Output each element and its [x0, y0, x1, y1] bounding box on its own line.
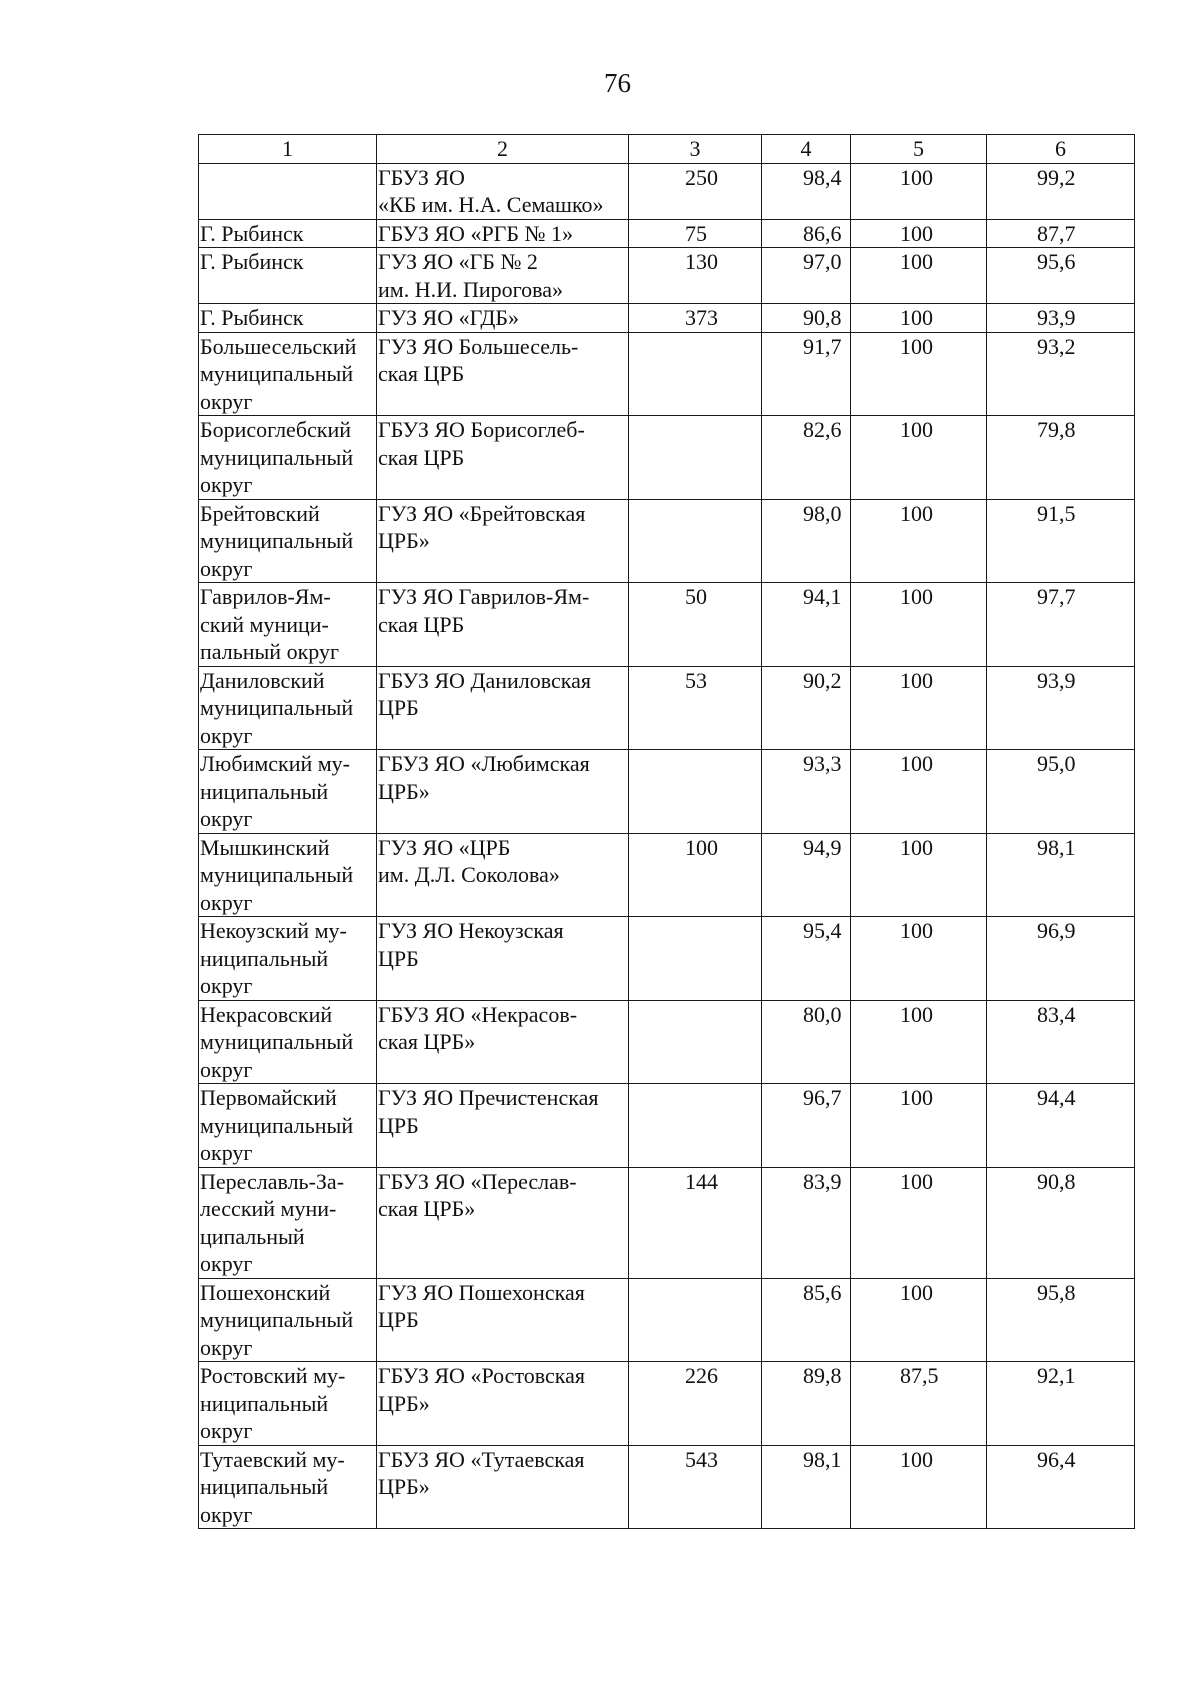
institution-cell: ГУЗ ЯО Некоузская ЦРБ	[377, 917, 629, 1001]
cell-value: 226	[685, 1363, 718, 1388]
col4-value-cell	[762, 917, 851, 1001]
municipality-cell: Брейтовский муниципальный округ	[199, 499, 377, 583]
institution-cell: ГБУЗ ЯО Даниловская ЦРБ	[377, 666, 629, 750]
cell-value: 94,9	[803, 834, 842, 860]
col6-value-cell	[987, 219, 1135, 248]
col4-value-cell	[762, 583, 851, 667]
table-row	[199, 248, 1135, 304]
col3-value-cell	[629, 1362, 762, 1446]
cell-value: 96,4	[1037, 1446, 1076, 1472]
institution-cell: ГБУЗ ЯО «Любимская ЦРБ»	[377, 750, 629, 834]
municipality-cell: Тутаевский му- ниципальный округ	[199, 1445, 377, 1529]
cell-value: 98,4	[803, 164, 842, 190]
cell-value: 100	[900, 1085, 933, 1110]
col6-value-cell	[987, 416, 1135, 500]
cell-value: 89,8	[803, 1363, 842, 1388]
cell-value: 80,0	[803, 1001, 842, 1027]
col6-value-cell	[987, 304, 1135, 333]
col3-value-cell	[629, 332, 762, 416]
table-row	[199, 1167, 1135, 1278]
institution-cell: ГУЗ ЯО Гаврилов-Ям- ская ЦРБ	[377, 583, 629, 667]
cell-value: 130	[685, 249, 718, 274]
col3-value-cell	[629, 666, 762, 750]
cell-value: 100	[900, 1279, 933, 1305]
col6-value-cell	[987, 1445, 1135, 1529]
cell-value: 90,8	[1037, 1168, 1076, 1194]
cell-value: 87,5	[900, 1363, 939, 1388]
cell-value: 93,3	[803, 751, 842, 776]
col6-value-cell	[987, 248, 1135, 304]
col4-value-cell	[762, 1362, 851, 1446]
col4-value-cell	[762, 163, 851, 219]
col6-value-cell	[987, 163, 1135, 219]
col3-value-cell	[629, 583, 762, 667]
municipality-cell: Первомайский муниципальный округ	[199, 1084, 377, 1168]
col5-value-cell	[851, 917, 987, 1001]
cell-value: 100	[900, 417, 933, 442]
cell-value: 98,0	[803, 500, 842, 526]
municipality-cell: Некоузский му- ниципальный округ	[199, 917, 377, 1001]
institution-cell: ГБУЗ ЯО «Ростовская ЦРБ»	[377, 1362, 629, 1446]
cell-value: 94,1	[803, 584, 842, 609]
institution-cell: ГУЗ ЯО Пречистенская ЦРБ	[377, 1084, 629, 1168]
col4-value-cell	[762, 304, 851, 333]
cell-value: 92,1	[1037, 1363, 1076, 1388]
cell-value: 75	[685, 220, 707, 246]
col5-value-cell	[851, 219, 987, 248]
col6-value-cell	[987, 1362, 1135, 1446]
municipality-cell: Большесельский муниципальный округ	[199, 332, 377, 416]
col4-value-cell	[762, 499, 851, 583]
col4-value-cell	[762, 1167, 851, 1278]
cell-value: 91,7	[803, 333, 842, 359]
cell-value: 100	[900, 1446, 933, 1472]
municipality-cell	[199, 163, 377, 219]
cell-value: 82,6	[803, 417, 842, 442]
table-body	[199, 135, 1135, 1529]
table-row	[199, 1278, 1135, 1362]
table-row	[199, 917, 1135, 1001]
col6-value-cell	[987, 1084, 1135, 1168]
municipality-cell: Некрасовский муниципальный округ	[199, 1000, 377, 1084]
table-row	[199, 304, 1135, 333]
col4-value-cell	[762, 750, 851, 834]
col5-value-cell	[851, 1000, 987, 1084]
municipality-cell: Борисоглебский муниципальный округ	[199, 416, 377, 500]
table-row	[199, 583, 1135, 667]
cell-value: 53	[685, 667, 707, 693]
header-cell-6: 6	[987, 135, 1135, 164]
page-number: 76	[604, 68, 631, 98]
table-row	[199, 1445, 1135, 1529]
col3-value-cell	[629, 833, 762, 917]
col4-value-cell	[762, 666, 851, 750]
cell-value: 83,4	[1037, 1001, 1076, 1027]
institution-cell: ГУЗ ЯО «ЦРБ им. Д.Л. Соколова»	[377, 833, 629, 917]
col5-value-cell	[851, 750, 987, 834]
cell-value: 95,4	[803, 918, 842, 943]
col4-value-cell	[762, 416, 851, 500]
header-cell-4: 4	[762, 135, 851, 164]
cell-value: 98,1	[803, 1446, 842, 1472]
cell-value: 91,5	[1037, 500, 1076, 526]
institution-cell: ГБУЗ ЯО «КБ им. Н.А. Семашко»	[377, 163, 629, 219]
institution-cell: ГУЗ ЯО Пошехонская ЦРБ	[377, 1278, 629, 1362]
cell-value: 100	[685, 834, 718, 860]
cell-value: 87,7	[1037, 220, 1076, 246]
cell-value: 96,9	[1037, 918, 1076, 943]
cell-value: 100	[900, 667, 933, 693]
table-row	[199, 1000, 1135, 1084]
col5-value-cell	[851, 332, 987, 416]
institution-cell: ГБУЗ ЯО «Тутаевская ЦРБ»	[377, 1445, 629, 1529]
col6-value-cell	[987, 332, 1135, 416]
cell-value: 100	[900, 164, 933, 190]
col5-value-cell	[851, 1167, 987, 1278]
municipality-cell: Г. Рыбинск	[199, 248, 377, 304]
municipality-cell: Гаврилов-Ям- ский муници- пальный округ	[199, 583, 377, 667]
col3-value-cell	[629, 416, 762, 500]
cell-value: 86,6	[803, 220, 842, 246]
table-row	[199, 163, 1135, 219]
col4-value-cell	[762, 332, 851, 416]
cell-value: 83,9	[803, 1168, 842, 1194]
col5-value-cell	[851, 248, 987, 304]
institution-cell: ГБУЗ ЯО «Некрасов- ская ЦРБ»	[377, 1000, 629, 1084]
col3-value-cell	[629, 163, 762, 219]
cell-value: 96,7	[803, 1085, 842, 1110]
col5-value-cell	[851, 1362, 987, 1446]
cell-value: 100	[900, 305, 933, 330]
col5-value-cell	[851, 1084, 987, 1168]
col4-value-cell	[762, 833, 851, 917]
cell-value: 100	[900, 500, 933, 526]
cell-value: 85,6	[803, 1279, 842, 1305]
municipality-cell: Мышкинский муниципальный округ	[199, 833, 377, 917]
table-row	[199, 219, 1135, 248]
col3-value-cell	[629, 1000, 762, 1084]
table-row	[199, 332, 1135, 416]
cell-value: 93,9	[1037, 305, 1076, 330]
cell-value: 97,0	[803, 249, 842, 274]
institution-cell: ГУЗ ЯО Большесель- ская ЦРБ	[377, 332, 629, 416]
header-cell-5: 5	[851, 135, 987, 164]
col4-value-cell	[762, 219, 851, 248]
cell-value: 90,8	[803, 305, 842, 330]
cell-value: 100	[900, 1001, 933, 1027]
col3-value-cell	[629, 219, 762, 248]
col5-value-cell	[851, 1278, 987, 1362]
institution-cell: ГБУЗ ЯО «Переслав- ская ЦРБ»	[377, 1167, 629, 1278]
col4-value-cell	[762, 1000, 851, 1084]
col4-value-cell	[762, 1445, 851, 1529]
cell-value: 144	[685, 1168, 718, 1194]
table-row	[199, 499, 1135, 583]
col6-value-cell	[987, 750, 1135, 834]
cell-value: 95,8	[1037, 1279, 1076, 1305]
cell-value: 100	[900, 220, 933, 246]
col6-value-cell	[987, 833, 1135, 917]
cell-value: 99,2	[1037, 164, 1076, 190]
institution-cell: ГБУЗ ЯО Борисоглеб- ская ЦРБ	[377, 416, 629, 500]
col3-value-cell	[629, 1445, 762, 1529]
col4-value-cell	[762, 1084, 851, 1168]
col4-value-cell	[762, 1278, 851, 1362]
municipality-cell: Даниловский муниципальный округ	[199, 666, 377, 750]
col6-value-cell	[987, 1167, 1135, 1278]
cell-value: 79,8	[1037, 417, 1076, 442]
cell-value: 93,9	[1037, 667, 1076, 693]
cell-value: 97,7	[1037, 584, 1076, 609]
municipality-cell: Г. Рыбинск	[199, 304, 377, 333]
col4-value-cell	[762, 248, 851, 304]
cell-value: 100	[900, 249, 933, 274]
municipality-cell: Любимский му- ниципальный округ	[199, 750, 377, 834]
institution-cell: ГУЗ ЯО «ГДБ»	[377, 304, 629, 333]
col3-value-cell	[629, 750, 762, 834]
col6-value-cell	[987, 1000, 1135, 1084]
col6-value-cell	[987, 583, 1135, 667]
col3-value-cell	[629, 304, 762, 333]
col5-value-cell	[851, 416, 987, 500]
cell-value: 543	[685, 1446, 718, 1472]
cell-value: 100	[900, 584, 933, 609]
col5-value-cell	[851, 304, 987, 333]
cell-value: 95,6	[1037, 249, 1076, 274]
institution-cell: ГУЗ ЯО «Брейтовская ЦРБ»	[377, 499, 629, 583]
col6-value-cell	[987, 1278, 1135, 1362]
cell-value: 100	[900, 918, 933, 943]
cell-value: 94,4	[1037, 1085, 1076, 1110]
cell-value: 373	[685, 305, 718, 330]
institution-cell: ГУЗ ЯО «ГБ № 2 им. Н.И. Пирогова»	[377, 248, 629, 304]
table-header-row	[199, 135, 1135, 164]
header-cell-1: 1	[199, 135, 377, 164]
cell-value: 93,2	[1037, 333, 1076, 359]
header-cell-3: 3	[629, 135, 762, 164]
cell-value: 250	[685, 164, 718, 190]
cell-value: 100	[900, 751, 933, 776]
col5-value-cell	[851, 499, 987, 583]
institution-cell: ГБУЗ ЯО «РГБ № 1»	[377, 219, 629, 248]
table-row	[199, 666, 1135, 750]
col5-value-cell	[851, 583, 987, 667]
municipality-cell: Ростовский му- ниципальный округ	[199, 1362, 377, 1446]
table-row	[199, 1362, 1135, 1446]
col6-value-cell	[987, 917, 1135, 1001]
municipality-cell: Переславль-За- лесский муни- ципальный округ	[199, 1167, 377, 1278]
cell-value: 50	[685, 584, 707, 609]
cell-value: 95,0	[1037, 751, 1076, 776]
col3-value-cell	[629, 248, 762, 304]
col6-value-cell	[987, 666, 1135, 750]
cell-value: 100	[900, 834, 933, 860]
col3-value-cell	[629, 1278, 762, 1362]
data-table	[198, 134, 1135, 1529]
col5-value-cell	[851, 163, 987, 219]
cell-value: 90,2	[803, 667, 842, 693]
cell-value: 100	[900, 1168, 933, 1194]
cell-value: 98,1	[1037, 834, 1076, 860]
col3-value-cell	[629, 917, 762, 1001]
table-row	[199, 416, 1135, 500]
header-cell-2: 2	[377, 135, 629, 164]
col6-value-cell	[987, 499, 1135, 583]
municipality-cell: Пошехонский муниципальный округ	[199, 1278, 377, 1362]
col5-value-cell	[851, 833, 987, 917]
col5-value-cell	[851, 1445, 987, 1529]
table-row	[199, 1084, 1135, 1168]
col3-value-cell	[629, 1167, 762, 1278]
cell-value: 100	[900, 333, 933, 359]
col5-value-cell	[851, 666, 987, 750]
table-row	[199, 750, 1135, 834]
municipality-cell: Г. Рыбинск	[199, 219, 377, 248]
col3-value-cell	[629, 499, 762, 583]
col3-value-cell	[629, 1084, 762, 1168]
table-row	[199, 833, 1135, 917]
